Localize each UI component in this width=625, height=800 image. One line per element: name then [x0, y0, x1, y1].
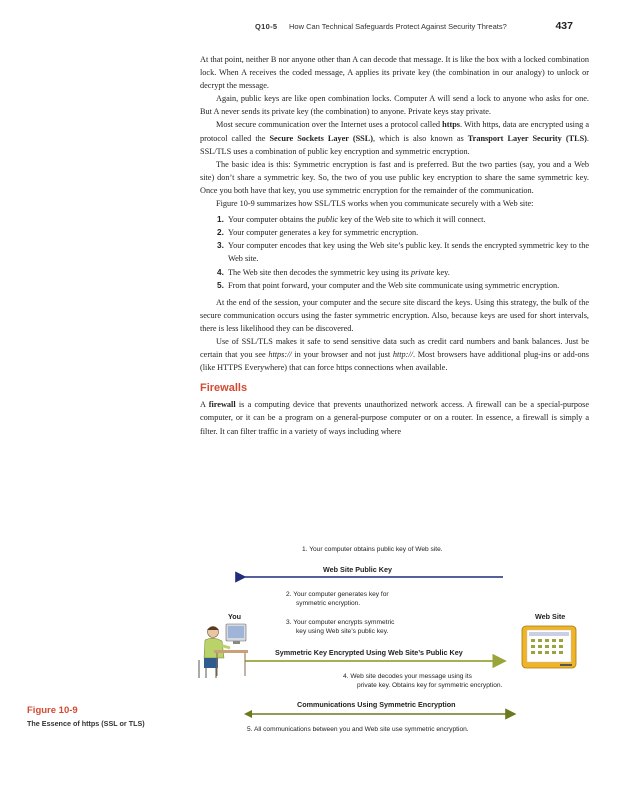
figure-number: Figure 10-9	[27, 705, 78, 716]
figure-caption: The Essence of https (SSL or TLS)	[27, 719, 145, 728]
paragraph: At the end of the session, your computer and the secure site discard the keys. Using this strategy, the bulk of the secure communication occurs using the faster symmetric encryption. Also, because keys are used for short intervals, there is less likelihood they can be discovered.	[200, 297, 589, 333]
arrow-head-left	[244, 710, 252, 718]
paragraph: Use of SSL/TLS makes it safe to send sensitive data such as credit card numbers and bank balances. Just be certain that you see https:// in your browser and not just http://. Most browsers have additional plug-ins or add-ons (like HTTPS Everywhere) that can force https connections when available.	[200, 336, 589, 373]
section-code: Q10-5	[255, 22, 278, 31]
list-item: 5. From that point forward, your computer and the Web site communicate using symmetric encryption.	[217, 280, 560, 290]
arrow3-label: Communications Using Symmetric Encryption	[297, 700, 456, 709]
term-firewall: firewall	[208, 400, 236, 410]
list-item: 4. The Web site then decodes the symmetric key using its private key.	[217, 267, 450, 277]
section-heading: Firewalls	[200, 382, 248, 395]
step1-label: 1. Your computer obtains public key of Web site.	[302, 546, 443, 553]
paragraph: Again, public keys are like open combination locks. Computer A will send a lock to anyone who asks for one. But A never sends its private key (the combination) to anyone. Private keys stay private.	[200, 94, 589, 117]
step5-label: 5. All communications between you and Web site use symmetric encryption.	[247, 726, 469, 733]
page-number: 437	[555, 20, 573, 32]
term-https: https	[442, 120, 461, 130]
arrow1-label: Web Site Public Key	[323, 565, 392, 574]
paragraph: The basic idea is this: Symmetric encryption is fast and is preferred. But the two parties (say, you and a Web site) don’t share a symmetric key. So, the two of you use public key encryption to share the same symmetric key. Once you both have that key, you use symmetric encryption for the remainder of the communication.	[200, 159, 589, 195]
list-item: 2. Your computer generates a key for symmetric encryption.	[217, 228, 419, 238]
paragraph: At that point, neither B nor anyone other than A can decode that message. It is like the box with a locked combination lock. When A receives the coded message, A applies its private key (the combination in our analogy) to unlock or decrypt the message.	[200, 55, 589, 91]
paragraph: Figure 10-9 summarizes how SSL/TLS works when you communicate securely with a Web site:	[216, 199, 534, 209]
step2-label: 2. Your computer generates key for symmetric encryption.	[286, 591, 389, 607]
arrow2-label: Symmetric Key Encrypted Using Web Site’s Public Key	[275, 648, 463, 657]
step4-label: 4. Web site decodes your message using its private key. Obtains key for symmetric encryption.	[343, 673, 503, 689]
term-ssl: Secure Sockets Layer (SSL)	[269, 133, 374, 143]
list-item: 1. Your computer obtains the public key of the Web site to which it will connect.	[217, 215, 486, 225]
list-item: 3. Your computer encodes that key using the Web site’s public key. It sends the encrypted symmetric key to the Web site.	[217, 241, 589, 264]
step3-label: 3. Your computer encrypts symmetric key using Web site’s public key.	[286, 619, 395, 635]
website-label: Web Site	[535, 612, 566, 621]
paragraph: A firewall is a computing device that prevents unauthorized network access. A firewall can be a special-purpose computer, or it can be a program on a general-purpose computer or on a router. In essence, a firewall is simply a filter. It can filter traffic in a variety of ways including where	[200, 400, 589, 436]
term-tls: Transport Layer Security (TLS)	[467, 133, 587, 143]
section-title: How Can Technical Safeguards Protect Against Security Threats?	[289, 22, 507, 31]
paragraph: Most secure communication over the Internet uses a protocol called https. With https, data are encrypted using a protocol called the Secure Sockets Layer (SSL), which is also known as Transport Layer Security (TLS). SSL/TLS uses a combination of public key encryption and symmetric encryption.	[200, 120, 589, 156]
website-monitor-icon	[522, 626, 576, 668]
person-computer-icon	[199, 624, 248, 678]
you-label: You	[228, 612, 242, 621]
